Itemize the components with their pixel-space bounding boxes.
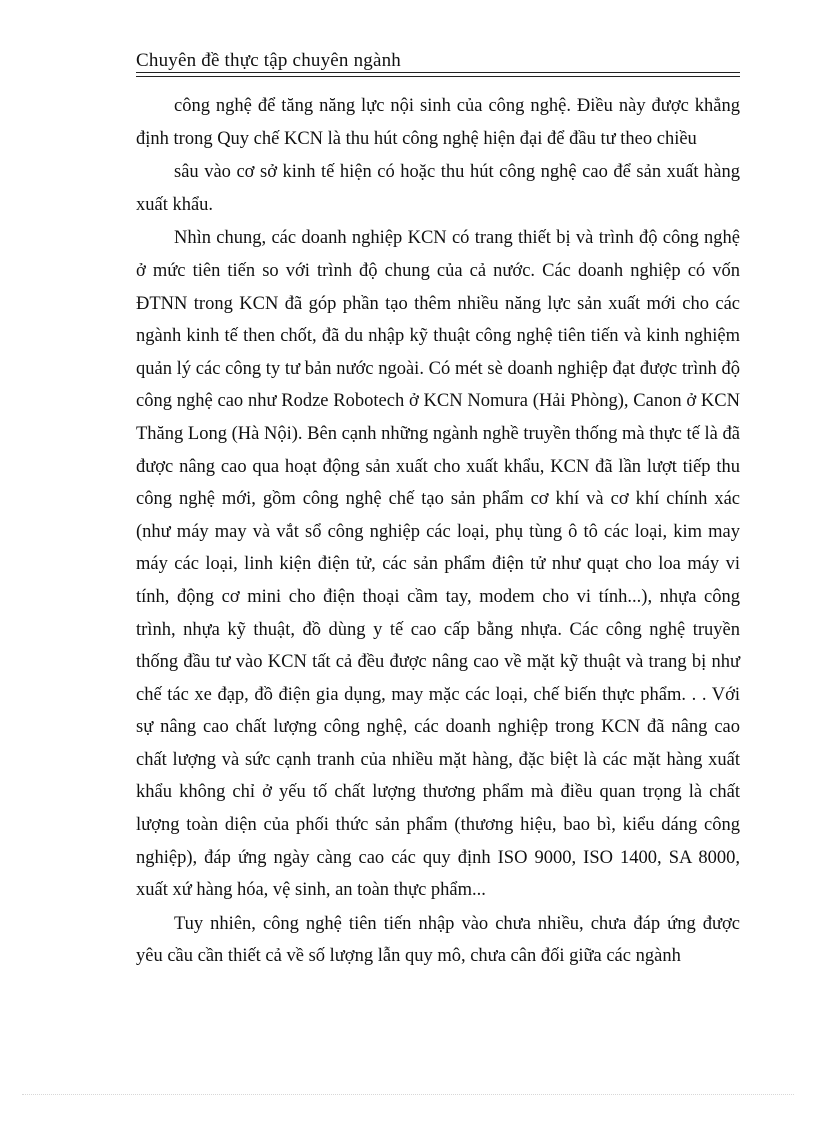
header-rule-bottom (136, 76, 740, 77)
paragraph-3: Nhìn chung, các doanh nghiệp KCN có trang thiết bị và trình độ công nghệ ở mức tiên tiến so với trình độ chung của cả nước. Các doanh nghiệp có vốn ĐTNN trong KCN đã góp phần tạo thêm nhiều năng lực sản xuất mới cho các ngành kinh tế then chốt, đã du nhập kỹ thuật công nghệ tiên tiến và kinh nghiệm quản lý các công ty tư bản nước ngoài. Có mét sè doanh nghiệp đạt được trình độ công nghệ cao như Rodze Robotech ở KCN Nomura (Hải Phòng), Canon ở KCN Thăng Long (Hà Nội). Bên cạnh những ngành nghề truyền thống mà thực tế là đã được nâng cao qua hoạt động sản xuất cho xuất khẩu, KCN đã lần lượt tiếp thu công nghệ mới, gồm công nghệ chế tạo sản phẩm cơ khí và cơ khí chính xác (như máy may và vắt sổ công nghiệp các loại, phụ tùng ô tô các loại, kim may máy các loại, linh kiện điện tử, các sản phẩm điện tử như quạt cho loa máy vi tính, động cơ mini cho điện thoại cầm tay, modem cho vi tính...), nhựa công trình, nhựa kỹ thuật, đồ dùng y tế cao cấp bằng nhựa. Các công nghệ truyền thống đầu tư vào KCN tất cả đều được nâng cao về mặt kỹ thuật và trang bị như chế tác xe đạp, đồ điện gia dụng, may mặc các loại, chế biến thực phẩm. . . Với sự nâng cao chất lượng công nghệ, các doanh nghiệp trong KCN đã nâng cao chất lượng và sức cạnh tranh của nhiều mặt hàng, đặc biệt là các mặt hàng xuất khẩu không chỉ ở yếu tố chất lượng thương phẩm mà điều quan trọng là chất lượng toàn diện của phối thức sản phẩm (thương hiệu, bao bì, kiểu dáng công nghiệp), đáp ứng ngày càng cao các quy định ISO 9000, ISO 1400, SA 8000, xuất xứ hàng hóa, vệ sinh, an toàn thực phẩm... (136, 228, 740, 901)
page-bottom-divider (22, 1094, 794, 1095)
body-text (136, 90, 740, 973)
running-header-title: Chuyên đề thực tập chuyên ngành (136, 50, 402, 71)
paragraph-4: Tuy nhiên, công nghệ tiên tiến nhập vào chưa nhiều, chưa đáp ứng được yêu cầu cần thiết cả về số lượng lẫn quy mô, chưa cân đối giữa các ngành (136, 913, 740, 967)
paragraph-2: sâu vào cơ sở kinh tế hiện có hoặc thu hút công nghệ cao để sản xuất hàng xuất khẩu. (136, 162, 740, 215)
header-rule-top (136, 72, 740, 73)
paragraph-1: công nghệ để tăng năng lực nội sinh của công nghệ. Điều này được khẳng định trong Quy chế KCN là thu hút công nghệ hiện đại để đầu tư theo chiều (136, 96, 740, 149)
